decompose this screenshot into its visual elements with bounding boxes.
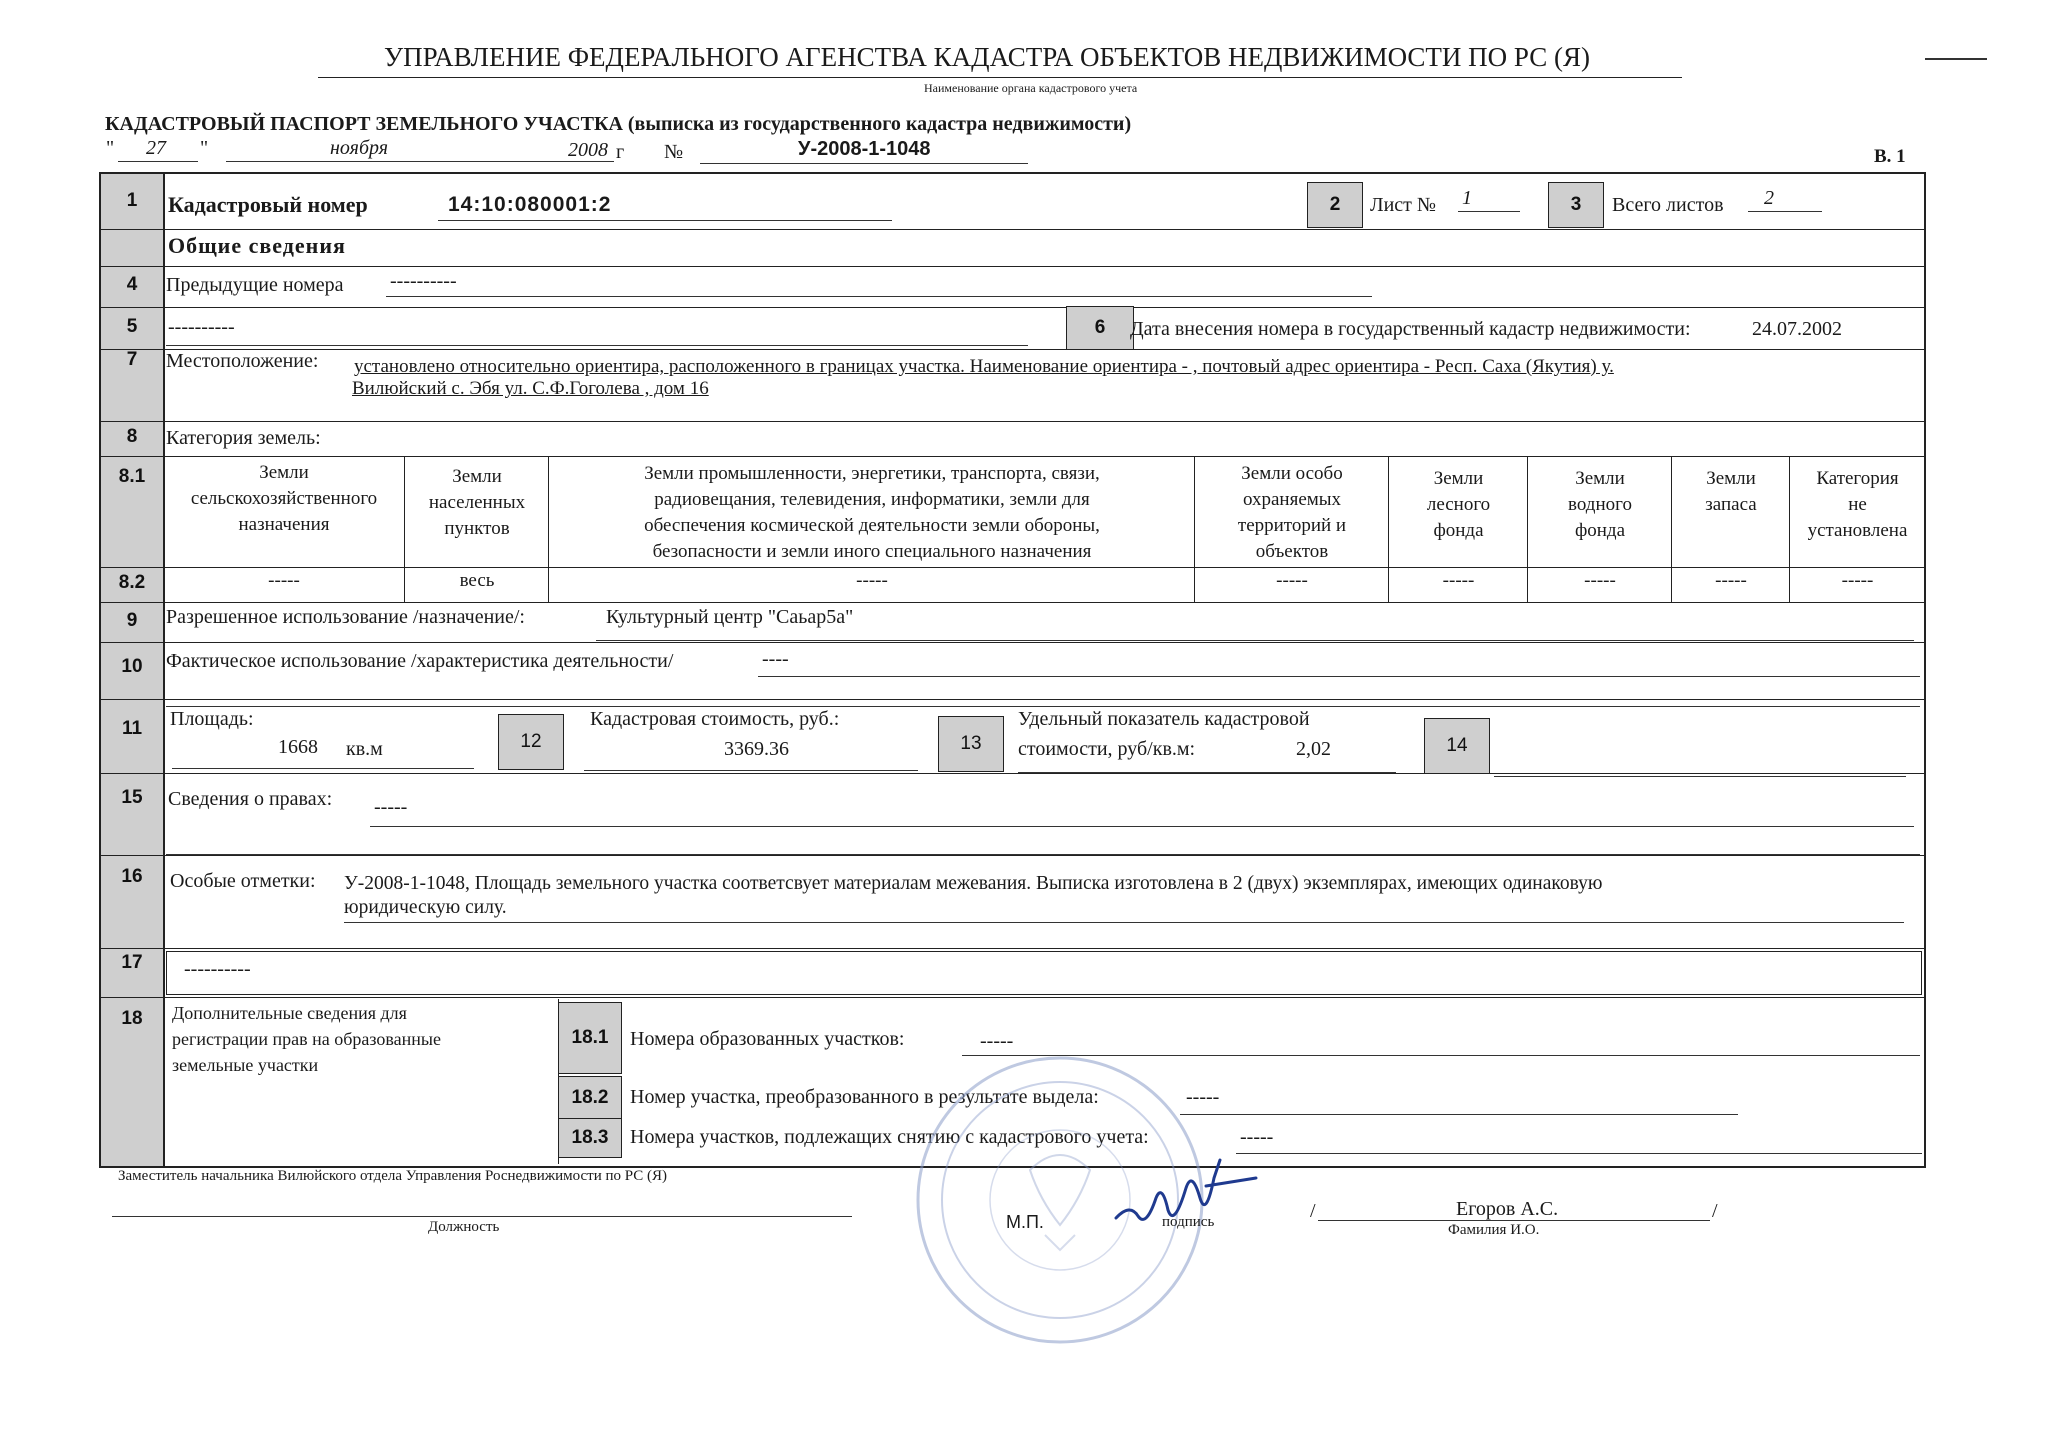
- category-reserve: Земли запаса: [1705, 468, 1757, 515]
- agency-name: УПРАВЛЕНИЕ ФЕДЕРАЛЬНОГО АГЕНСТВА КАДАСТРА ОБЪЕКТОВ НЕДВИЖИМОСТИ ПО РС (Я): [384, 42, 1591, 72]
- name-caption: Фамилия И.О.: [1448, 1222, 1540, 1238]
- cadastral-number-value: 14:10:080001:2: [448, 193, 612, 216]
- value-industry: -----: [856, 570, 888, 591]
- signature-caption: подпись: [1162, 1214, 1215, 1230]
- value-not-established: -----: [1841, 570, 1874, 591]
- location-line-2: Вилюйский с. Эбя ул. С.Ф.Гоголева , дом 16: [352, 378, 709, 399]
- row-number-10: 10: [121, 656, 143, 677]
- name-slash-open: /: [1310, 1200, 1316, 1222]
- transformed-plot-value: -----: [1186, 1086, 1220, 1108]
- cell-number-13: 13: [938, 716, 1004, 772]
- deregistered-plots-label: Номера участков, подлежащих снятию с кадастрового учета:: [630, 1126, 1149, 1148]
- cell-number-3: 3: [1548, 182, 1604, 228]
- signatory-position: Заместитель начальника Вилюйского отдела Управления Роснедвижимости по РС (Я): [118, 1168, 668, 1184]
- row-number-17: 17: [121, 952, 143, 973]
- signatory-name: Егоров А.С.: [1456, 1198, 1559, 1220]
- specific-value-label-1: Удельный показатель кадастровой: [1018, 708, 1310, 730]
- stamp-place-label: М.П.: [1006, 1212, 1044, 1232]
- date-quote-close: ": [200, 137, 209, 159]
- row-number-16: 16: [121, 866, 143, 887]
- value-forest: -----: [1442, 570, 1475, 591]
- row-number-18: 18: [121, 1008, 143, 1029]
- cell-number-2: 2: [1307, 182, 1363, 228]
- category-agricultural: Земли сельскохозяйственного назначения: [190, 462, 378, 535]
- cell-number-18-1: 18.1: [558, 1002, 622, 1074]
- permitted-use-value: Культурный центр "Саьар5а": [606, 606, 854, 628]
- row-number-9: 9: [126, 610, 138, 631]
- date-day: 27: [146, 137, 166, 159]
- date-month: ноября: [330, 137, 389, 159]
- value-reserve: -----: [1715, 570, 1747, 591]
- category-protected: Земли особо охраняемых территорий и объектов: [1237, 463, 1347, 562]
- formed-plots-label: Номера образованных участков:: [630, 1028, 905, 1050]
- category-forest: Земли лесного фонда: [1426, 468, 1491, 541]
- row-number-8: 8: [126, 426, 138, 447]
- corner-mark: [1925, 58, 1987, 60]
- category-water: Земли водного фонда: [1568, 468, 1632, 541]
- row-number-11: 11: [121, 718, 143, 739]
- registration-date-value: 24.07.2002: [1752, 318, 1842, 340]
- previous-numbers-value: ----------: [390, 270, 457, 292]
- actual-use-value: ----: [762, 648, 789, 670]
- form-code: В. 1: [1874, 146, 1906, 167]
- transformed-plot-label: Номер участка, преобразованного в результате выдела:: [630, 1086, 1099, 1108]
- specific-value: 2,02: [1296, 738, 1331, 760]
- area-value: 1668: [278, 736, 318, 758]
- value-protected: -----: [1276, 570, 1308, 591]
- row-number-5: 5: [126, 316, 138, 337]
- cadastral-value: 3369.36: [724, 738, 789, 760]
- cell-number-18-2: 18.2: [558, 1076, 622, 1120]
- permitted-use-label: Разрешенное использование /назначение/:: [166, 606, 525, 628]
- general-info-heading: Общие сведения: [168, 233, 346, 258]
- special-notes-line-2: юридическую силу.: [344, 897, 507, 918]
- document-number: У-2008-1-1048: [798, 138, 931, 160]
- agency-caption: Наименование органа кадастрового учета: [924, 81, 1138, 95]
- sheet-label: Лист №: [1370, 194, 1436, 216]
- category-industry: Земли промышленности, энергетики, транспорта, связи, радиовещания, телевидения, информатики, земли для обеспечения космической деятельности земли обороны, безопасности и земли иного специального назначения: [644, 463, 1100, 562]
- formed-plots-value: -----: [980, 1030, 1014, 1052]
- specific-value-label-2: стоимости, руб/кв.м:: [1018, 738, 1196, 760]
- category-settlements: Земли населенных пунктов: [428, 466, 526, 539]
- cell-number-12: 12: [498, 714, 564, 770]
- date-quote-open: ": [106, 137, 115, 159]
- number-sign: №: [664, 141, 684, 163]
- area-label: Площадь:: [170, 708, 254, 730]
- total-sheets-value: 2: [1764, 187, 1774, 209]
- row17-box: [166, 951, 1922, 995]
- deregistered-plots-value: -----: [1240, 1126, 1274, 1148]
- row17-value: ----------: [184, 958, 251, 980]
- cadastral-value-label: Кадастровая стоимость, руб.:: [590, 708, 840, 730]
- previous-numbers-label: Предыдущие номера: [166, 274, 344, 296]
- document-title: КАДАСТРОВЫЙ ПАСПОРТ ЗЕМЕЛЬНОГО УЧАСТКА (выписка из государственного кадастра недвижимости): [105, 113, 1132, 135]
- row-number-15: 15: [121, 787, 143, 808]
- sheet-value: 1: [1462, 187, 1472, 209]
- location-line-1: установлено относительно ориентира, расположенного в границах участка. Наименование ориентира - , почтовый адрес ориентира - Респ. Саха (Якутия) у.: [354, 356, 1614, 377]
- land-category-label: Категория земель:: [166, 427, 321, 449]
- cadastral-number-label: Кадастровый номер: [168, 192, 368, 217]
- date-year: 2008: [568, 139, 608, 161]
- row5-value: ----------: [168, 316, 235, 338]
- value-agricultural: -----: [268, 570, 300, 591]
- value-water: -----: [1584, 570, 1616, 591]
- actual-use-label: Фактическое использование /характеристика деятельности/: [166, 650, 674, 672]
- location-label: Местоположение:: [166, 350, 319, 372]
- registration-date-label: Дата внесения номера в государственный кадастр недвижимости:: [1130, 318, 1691, 340]
- total-sheets-label: Всего листов: [1612, 194, 1724, 216]
- row-number-7: 7: [126, 349, 138, 370]
- row18-label: Дополнительные сведения для регистрации прав на образованные земельные участки: [172, 1003, 441, 1075]
- name-slash-close: /: [1712, 1200, 1718, 1222]
- row-number-4: 4: [126, 274, 138, 295]
- cell-number-6: 6: [1066, 306, 1134, 350]
- cell-number-14: 14: [1424, 718, 1490, 774]
- row-number-1: 1: [126, 190, 138, 211]
- row-number-8-2: 8.2: [118, 572, 146, 593]
- cell-number-18-3: 18.3: [558, 1118, 622, 1158]
- category-not-established: Категория не установлена: [1807, 468, 1908, 541]
- rights-label: Сведения о правах:: [168, 788, 333, 810]
- row-number-8-1: 8.1: [118, 466, 146, 487]
- special-notes-label: Особые отметки:: [170, 870, 316, 892]
- area-unit: кв.м: [346, 738, 383, 760]
- date-year-suffix: г: [616, 141, 625, 163]
- rights-value: -----: [374, 796, 408, 818]
- value-settlements: весь: [459, 570, 495, 591]
- special-notes-line-1: У-2008-1-1048, Площадь земельного участка соответсвует материалам межевания. Выписка изготовлена в 2 (двух) экземплярах, имеющих одинаковую: [344, 873, 1603, 894]
- position-caption: Должность: [428, 1219, 500, 1235]
